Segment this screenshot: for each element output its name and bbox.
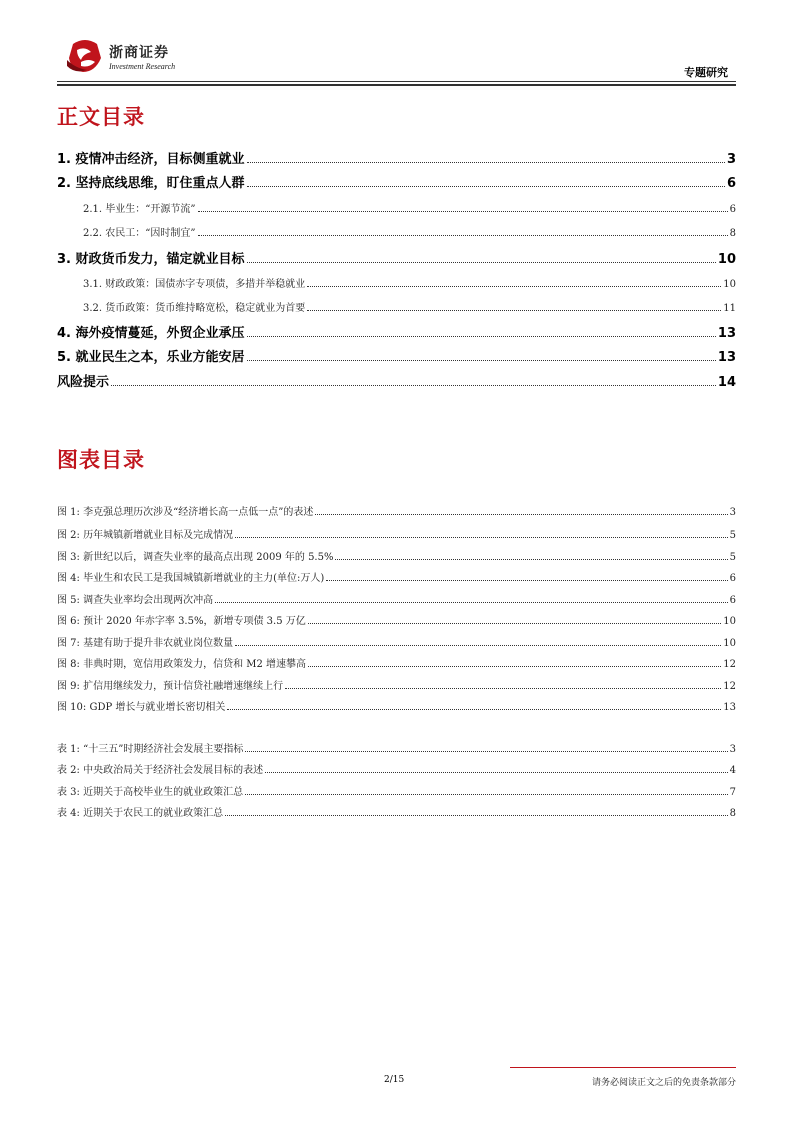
table-entry-page: 3	[729, 744, 736, 755]
toc-entry-text: 风险提示	[57, 375, 110, 390]
toc-entry-page: 14	[717, 375, 736, 390]
figure-entry-text: 图 7: 基建有助于提升非农就业岗位数量	[57, 638, 234, 649]
figure-entry-page: 6	[729, 595, 736, 606]
figure-entry-text: 图 5: 调查失业率均会出现两次冲高	[57, 595, 214, 606]
leader-dots	[235, 644, 721, 646]
toc-entry-page: 11	[723, 303, 736, 314]
leader-dots	[247, 185, 725, 187]
footer-divider	[510, 1067, 736, 1068]
toc-entry-page: 13	[717, 350, 736, 365]
toc-entry[interactable]	[57, 148, 736, 167]
logo-company-name: 浙商证券	[109, 45, 169, 61]
toc-entry-text: 5. 就业民生之本，乐业方能安居	[57, 350, 245, 365]
page-header	[57, 38, 736, 86]
leader-dots	[335, 558, 727, 560]
figure-entry-text: 图 9: 扩信用继续发力，预计信贷社融增速继续上行	[57, 681, 284, 692]
table-entry-page: 8	[729, 808, 736, 819]
leader-dots	[245, 750, 727, 752]
toc-entry-text: 2.1. 毕业生：“开源节流”	[83, 204, 196, 215]
figure-entry[interactable]	[57, 548, 736, 563]
leader-dots	[307, 309, 721, 311]
leader-dots	[247, 359, 716, 361]
header-divider	[57, 81, 736, 82]
figure-entry-page: 13	[723, 702, 736, 713]
leader-dots	[215, 601, 728, 603]
figure-entry-text: 图 4: 毕业生和农民工是我国城镇新增就业的主力(单位:万人)	[57, 573, 325, 584]
figure-entry-page: 3	[729, 507, 736, 518]
table-entry-text: 表 2: 中央政治局关于经济社会发展目标的表述	[57, 765, 264, 776]
figure-entry-text: 图 2: 历年城镇新增就业目标及完成情况	[57, 530, 234, 541]
page-number: 2/15	[384, 1075, 405, 1085]
leader-dots	[111, 384, 716, 386]
figure-entry-text: 图 1: 李克强总理历次涉及“经济增长高一点低一点”的表述	[57, 507, 314, 518]
toc-entry-page: 6	[726, 176, 736, 191]
table-entry[interactable]	[57, 783, 736, 798]
figure-entry[interactable]	[57, 526, 736, 541]
table-entry-text: 表 4: 近期关于农民工的就业政策汇总	[57, 808, 224, 819]
figure-entry-page: 5	[729, 552, 736, 563]
figure-entry-text: 图 3: 新世纪以后，调查失业率的最高点出现 2009 年的 5.5%	[57, 552, 334, 563]
company-logo-icon	[65, 38, 105, 76]
figure-entry-page: 10	[723, 616, 736, 627]
document-type-label: 专题研究	[684, 66, 728, 79]
toc-entry[interactable]	[57, 172, 736, 191]
toc-entry-page: 6	[729, 204, 736, 215]
figure-entry-page: 12	[723, 659, 736, 670]
toc-subentry[interactable]	[83, 224, 736, 239]
leader-dots	[326, 579, 727, 581]
leader-dots	[247, 335, 716, 337]
figure-entry-text: 图 10: GDP 增长与就业增长密切相关	[57, 702, 226, 713]
toc-entry[interactable]	[57, 346, 736, 365]
leader-dots	[235, 536, 728, 538]
figure-entry[interactable]	[57, 612, 736, 627]
leader-dots	[307, 285, 721, 287]
leader-dots	[245, 793, 728, 795]
figure-entry[interactable]	[57, 634, 736, 649]
toc-entry-text: 3.1. 财政政策：国债赤字专项债，多措并举稳就业	[83, 279, 306, 290]
footer-disclaimer: 请务必阅读正文之后的免责条款部分	[591, 1078, 736, 1088]
figure-entry[interactable]	[57, 677, 736, 692]
toc-title: 正文目录	[57, 105, 145, 129]
leader-dots	[247, 261, 716, 263]
table-entry[interactable]	[57, 761, 736, 776]
toc-subentry[interactable]	[83, 200, 736, 215]
figure-entry[interactable]	[57, 698, 736, 713]
toc-entry-text: 3. 财政货币发力，锚定就业目标	[57, 252, 245, 267]
toc-subentry[interactable]	[83, 299, 736, 314]
toc-entry-page: 10	[717, 252, 736, 267]
leader-dots	[225, 814, 728, 816]
figure-entry[interactable]	[57, 591, 736, 606]
leader-dots	[227, 708, 721, 710]
figure-entry[interactable]	[57, 655, 736, 670]
leader-dots	[285, 687, 721, 689]
toc-entry[interactable]	[57, 248, 736, 267]
table-entry-page: 4	[729, 765, 736, 776]
figure-entry-page: 6	[729, 573, 736, 584]
figure-entry-page: 5	[729, 530, 736, 541]
figure-entry[interactable]	[57, 503, 736, 518]
figure-entry-page: 10	[723, 638, 736, 649]
logo-tagline: Investment Research	[109, 62, 176, 71]
table-entry-text: 表 3: 近期关于高校毕业生的就业政策汇总	[57, 787, 244, 798]
toc-entry-page: 8	[729, 228, 736, 239]
header-divider-thick	[57, 84, 736, 86]
toc-subentry[interactable]	[83, 275, 736, 290]
figures-title: 图表目录	[57, 448, 145, 472]
figure-entry[interactable]	[57, 569, 736, 584]
leader-dots	[198, 210, 728, 212]
toc-entry-page: 3	[726, 152, 736, 167]
toc-entry-page: 10	[723, 279, 736, 290]
figure-entry-text: 图 8: 非典时期，宽信用政策发力，信贷和 M2 增速攀高	[57, 659, 307, 670]
toc-entry-text: 3.2. 货币政策：货币维持略宽松，稳定就业为首要	[83, 303, 306, 314]
leader-dots	[198, 234, 728, 236]
toc-entry-text: 4. 海外疫情蔓延，外贸企业承压	[57, 326, 245, 341]
table-entry[interactable]	[57, 804, 736, 819]
leader-dots	[315, 513, 727, 515]
leader-dots	[265, 771, 728, 773]
toc-entry-page: 13	[717, 326, 736, 341]
toc-entry[interactable]	[57, 371, 736, 390]
table-entry[interactable]	[57, 740, 736, 755]
leader-dots	[308, 622, 722, 624]
toc-entry-text: 2.2. 农民工：“因时制宜”	[83, 228, 196, 239]
toc-entry-text: 1. 疫情冲击经济，目标侧重就业	[57, 152, 245, 167]
table-entry-page: 7	[729, 787, 736, 798]
toc-entry[interactable]	[57, 322, 736, 341]
leader-dots	[247, 161, 725, 163]
figure-entry-page: 12	[723, 681, 736, 692]
toc-entry-text: 2. 坚持底线思维，盯住重点人群	[57, 176, 245, 191]
leader-dots	[308, 665, 721, 667]
table-entry-text: 表 1: “十三五”时期经济社会发展主要指标	[57, 744, 244, 755]
figure-entry-text: 图 6: 预计 2020 年赤字率 3.5%，新增专项债 3.5 万亿	[57, 616, 306, 627]
